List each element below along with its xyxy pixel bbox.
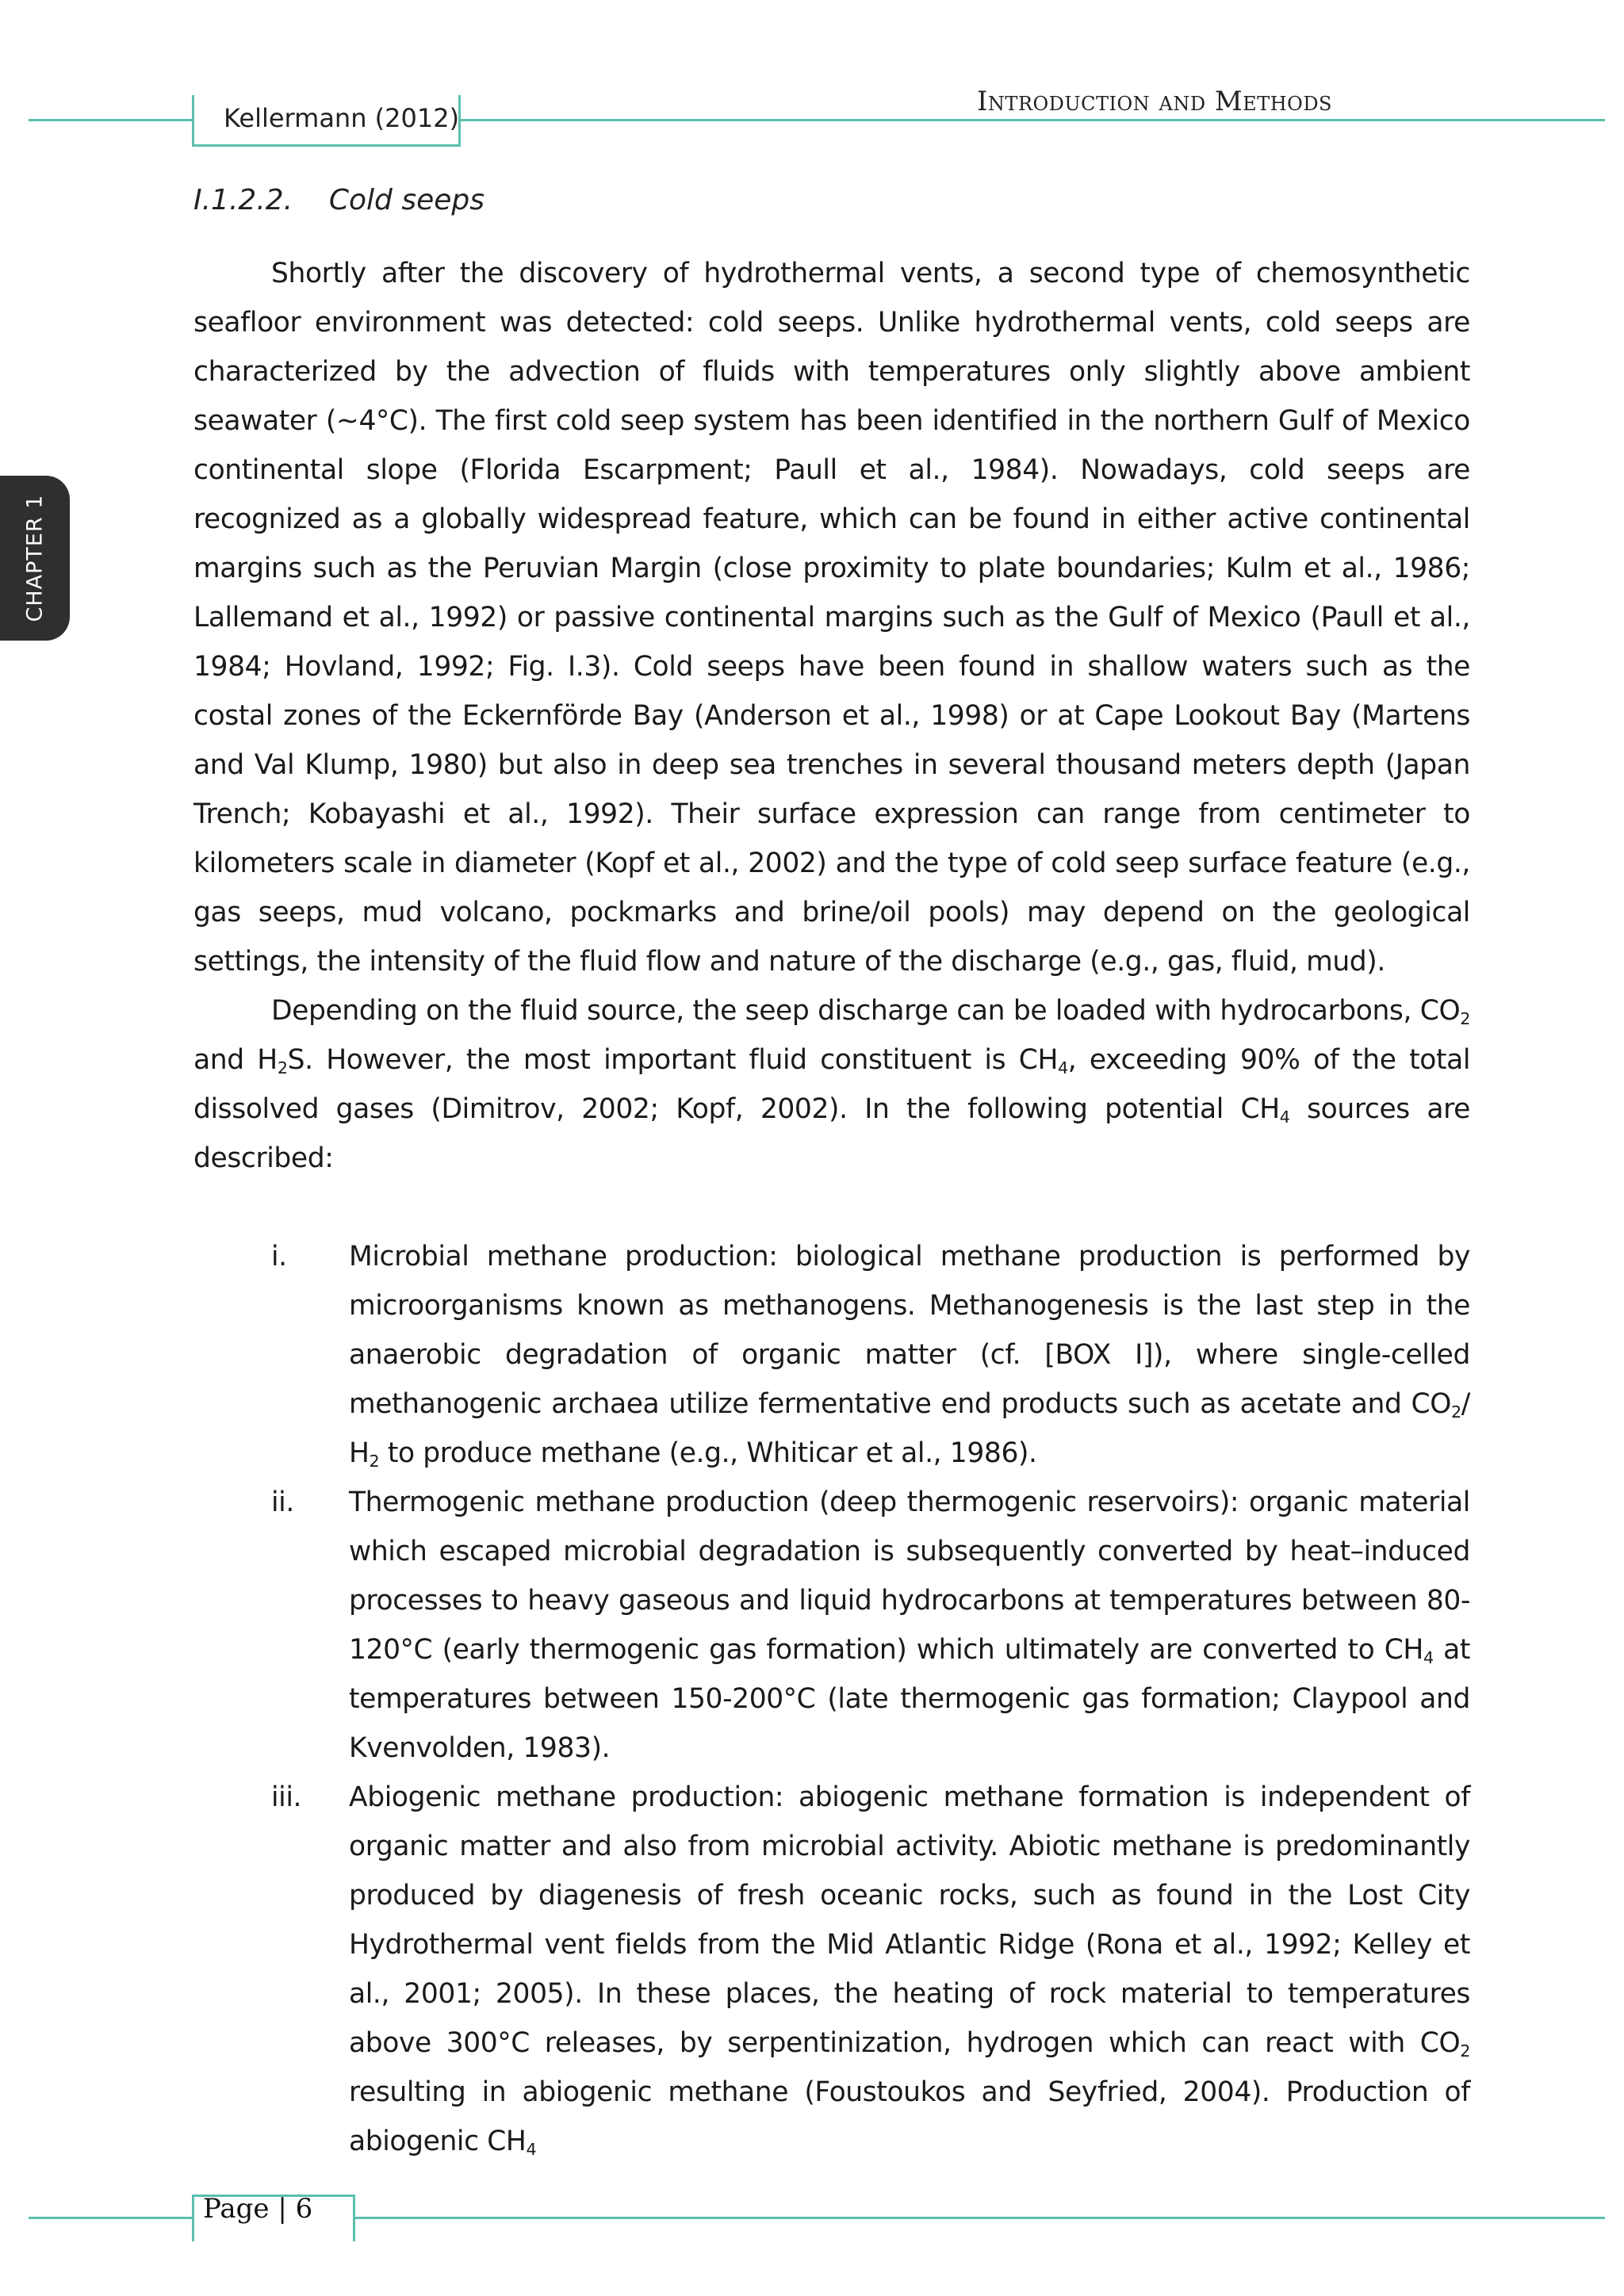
subscript: 2 [1460,2042,1470,2061]
subscript: 2 [1451,1402,1461,1422]
running-title: Introduction and Methods [977,86,1332,117]
subscript: 4 [1279,1108,1290,1127]
list-marker: i. [271,1241,287,1272]
page-number: Page | 6 [203,2193,313,2225]
text-run: Depending on the fluid source, the seep discharge can be loaded with hydrocarbons, CO [271,995,1461,1027]
list-item [193,1232,1470,1478]
subscript: 4 [1423,1648,1434,1668]
chapter-label: CHAPTER 1 [22,494,48,622]
text-run: / H [349,1388,1470,1469]
subscript: 2 [277,1058,288,1078]
text-run: at temperatures between 150-200°C (late thermogenic gas formation; Claypool and Kvenvolden, 1983). [349,1634,1470,1764]
text-run: S. However, the most important fluid constituent is CH [287,1044,1059,1076]
footer-rule-left [29,2217,192,2219]
subscript: 2 [369,1452,380,1471]
paragraph-1: Shortly after the discovery of hydrothermal vents, a second type of chemosynthetic seafloor environment was detected: cold seeps. Unlike hydrothermal vents, cold seeps are characterized by the advection of fluids with temperatures only slightly above ambient seawater (~4°C). The first cold seep system has been identified in the northern Gulf of Mexico continental slope (Florida Escarpment; Paull et al., 1984). Nowadays, cold seeps are recognized as a globally widespread feature, which can be found in either active continental margins such as the Peruvian Margin (close proximity to plate boundaries; Kulm et al., 1986; Lallemand et al., 1992) or passive continental margins such as the Gulf of Mexico (Paull et al., 1984; Hovland, 1992; Fig. I.3). Cold seeps have been found in shallow waters such as the costal zones of the Eckernförde Bay (Anderson et al., 1998) or at Cape Lookout Bay (Martens and Val Klump, 1980) but also in deep sea trenches in several thousand meters depth (Japan Trench; Kobayashi et al., 1992). Their surface expression can range from centimeter to kilometers scale in diameter (Kopf et al., 2002) and the type of cold seep surface feature (e.g., gas seeps, mud volcano, pockmarks and brine/oil pools) may depend on the geological settings, the intensity of the fluid flow and nature of the discharge (e.g., gas, fluid, mud). [193,258,1470,978]
footer-rule-right [354,2217,1605,2219]
text-run: and H [193,1044,278,1076]
text-run: Thermogenic methane production (deep thermogenic reservoirs): organic material which escaped microbial degradation is subsequently converted by heat–induced processes to heavy gaseous and liquid hydrocarbons at temperatures between 80-120°C (early thermogenic gas formation) which ultimately are converted to CH [349,1487,1470,1666]
body-text [193,249,1470,2166]
section-title: Cold seeps [328,184,485,216]
text-run: Microbial methane production: biological methane production is performed by microorganisms known as methanogens. Methanogenesis is the last step in the anaerobic degradation of organic matter (cf. [BOX I]), where single-celled methanogenic archaea utilize fermentative end products such as acetate and CO [349,1241,1470,1420]
paragraph-2 [193,986,1470,1183]
list-item [193,1478,1470,1773]
subscript: 4 [1058,1058,1068,1078]
text-run: to produce methane (e.g., Whiticar et al., 1986). [379,1437,1037,1469]
list-marker: iii. [271,1781,302,1813]
list-marker: ii. [271,1487,294,1518]
text-run: Abiogenic methane production: abiogenic methane formation is independent of organic matter and also from microbial activity. Abiotic methane is predominantly produced by diagenesis of fresh oceanic rocks, such as found in the Lost City Hydrothermal vent fields from the Mid Atlantic Ridge (Rona et al., 1992; Kelley et al., 2001; 2005). In these places, the heating of rock material to temperatures above 300°C releases, by serpentinization, hydrogen which can react with CO [349,1781,1470,2059]
text-run: resulting in abiogenic methane (Foustoukos and Seyfried, 2004). Production of abiogenic CH [349,2076,1470,2157]
text-run: sources are described: [193,1093,1471,1174]
text-run: , exceeding 90% of the total dissolved gases (Dimitrov, 2002; Kopf, 2002). In the following potential CH [193,1044,1470,1125]
subscript: 4 [526,2140,537,2160]
subscript: 2 [1460,1009,1470,1029]
section-number: I.1.2.2. [193,184,293,216]
methane-sources-list [193,1232,1470,2166]
header-rule-right [458,119,1605,121]
list-item [193,1773,1470,2166]
chapter-side-tab [0,476,70,641]
header-author: Kellermann (2012) [224,103,460,133]
header-rule-left [29,119,192,121]
section-heading [193,184,485,216]
